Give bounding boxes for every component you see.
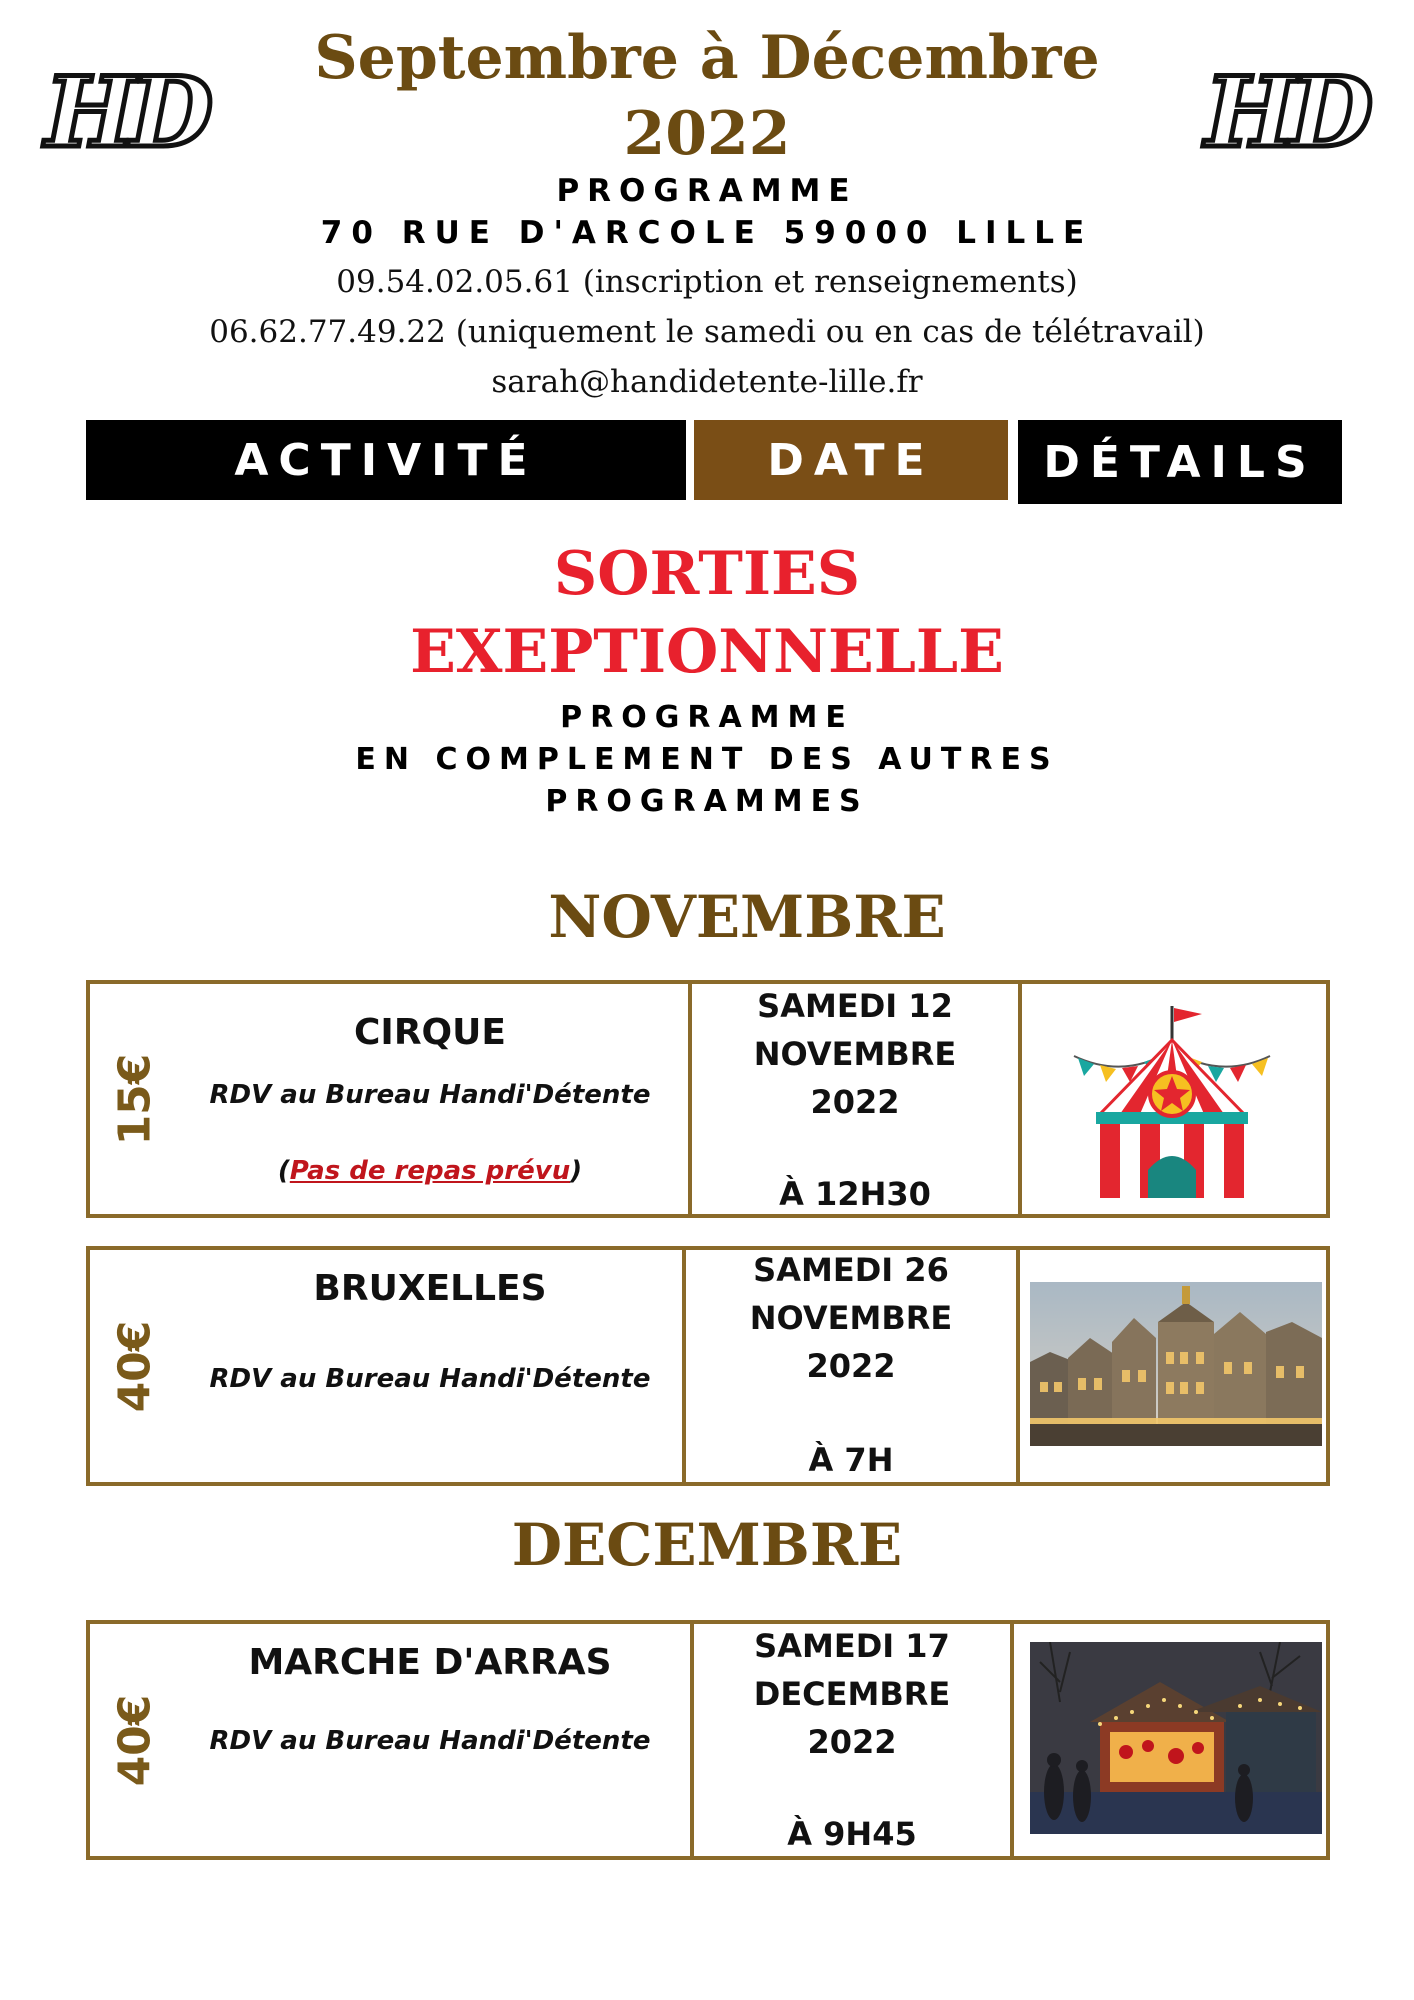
address: 70 RUE D'ARCOLE 59000 LILLE	[320, 215, 1094, 251]
column-header-date-label: DATE	[767, 434, 935, 486]
event-note: (Pas de repas prévu)	[277, 1156, 583, 1186]
hd-logo-text: HD	[45, 56, 207, 169]
column-divider	[1010, 1624, 1014, 1856]
column-divider	[1018, 984, 1022, 1214]
phone-line-1: 09.54.02.05.61 (inscription et renseignements)	[336, 264, 1078, 300]
event-row-cirque	[86, 980, 1330, 1218]
hd-logo-left	[26, 58, 226, 168]
email-line: sarah@handidetente-lille.fr	[491, 364, 923, 400]
event-time: À 9H45	[787, 1815, 917, 1853]
subtitle-line-1: PROGRAMME	[560, 700, 854, 735]
column-header-details-label: DÉTAILS	[1043, 436, 1317, 488]
event-rdv: RDV au Bureau Handi'Détente	[209, 1726, 651, 1756]
subtitle-line-3: PROGRAMMES	[545, 784, 869, 819]
column-header-details	[1018, 420, 1342, 504]
subtitle-line-2: EN COMPLEMENT DES AUTRES	[355, 742, 1059, 777]
event-date: SAMEDI 17 DECEMBRE 2022	[753, 1627, 951, 1761]
event-rdv: RDV au Bureau Handi'Détente	[209, 1080, 651, 1110]
page-title	[280, 20, 1134, 172]
no-meal-note: Pas de repas prévu	[289, 1156, 571, 1186]
title-line-2: 2022	[623, 99, 791, 169]
event-row-bruxelles	[86, 1246, 1330, 1486]
event-price: 40€	[109, 1694, 161, 1786]
christmas-market-image	[1030, 1642, 1322, 1834]
hd-logo-text: HD	[1205, 56, 1367, 169]
column-header-activite-label: ACTIVITÉ	[234, 434, 538, 486]
brussels-grand-place-image	[1030, 1282, 1322, 1446]
section-title-line-2: EXEPTIONNELLE	[410, 617, 1004, 687]
column-header-date	[694, 420, 1008, 500]
event-name: BRUXELLES	[313, 1268, 547, 1309]
circus-tent-icon	[1070, 1002, 1280, 1202]
event-time: À 12H30	[779, 1175, 931, 1213]
title-line-1: Septembre à Décembre	[314, 23, 1100, 93]
month-heading-decembre: DECEMBRE	[511, 1511, 903, 1579]
event-rdv: RDV au Bureau Handi'Détente	[209, 1364, 651, 1394]
event-date: SAMEDI 26 NOVEMBRE 2022	[749, 1251, 953, 1385]
month-heading-novembre: NOVEMBRE	[548, 883, 946, 951]
column-header-activite	[86, 420, 686, 500]
event-time: À 7H	[808, 1441, 894, 1479]
column-divider	[1016, 1250, 1020, 1482]
phone-line-2: 06.62.77.49.22 (uniquement le samedi ou en cas de télétravail)	[209, 314, 1205, 350]
programme-label: PROGRAMME	[556, 173, 858, 209]
event-price: 15€	[109, 1053, 161, 1145]
event-row-marche-arras	[86, 1620, 1330, 1860]
event-date: SAMEDI 12 NOVEMBRE 2022	[753, 987, 957, 1121]
event-name: CIRQUE	[354, 1012, 506, 1053]
section-title-line-1: SORTIES	[553, 539, 861, 609]
event-price: 40€	[109, 1320, 161, 1412]
hd-logo-right	[1186, 58, 1386, 168]
event-name: MARCHE D'ARRAS	[248, 1642, 612, 1683]
